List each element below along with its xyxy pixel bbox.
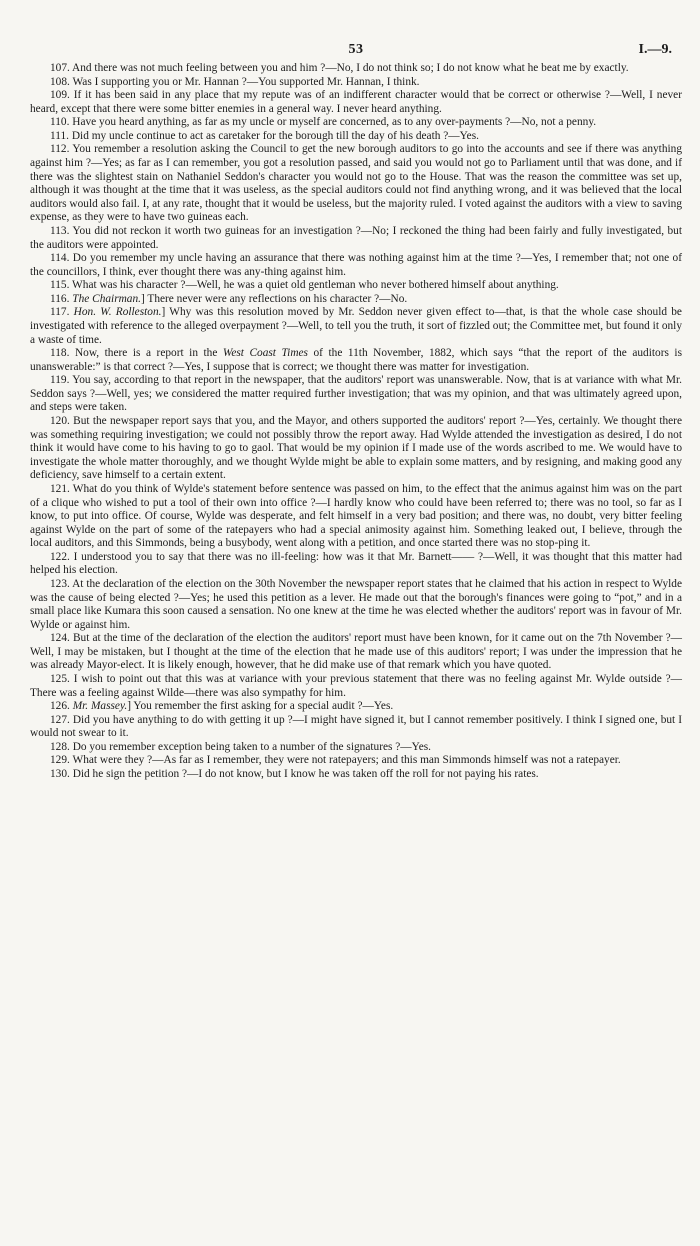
paragraph xyxy=(30,483,682,551)
paragraph xyxy=(30,374,682,415)
paragraph xyxy=(30,143,682,224)
paragraph-text: 123. At the declaration of the election on the 30th November the newspaper report states that he claimed that his action in respect to Wylde was the cause of being elected ?—Yes; he used this petition as a lever. He made out that the borough's finances were going to “pot,” and in a small place like Kumara this soon caused a sensation. No one knew at the time he was elected whether the auditors' report was in favour of Mr. Wylde or against him. xyxy=(30,577,682,631)
paragraph xyxy=(30,768,682,782)
paragraph-text: 125. I wish to point out that this was at variance with your previous statement that there was no feeling against Mr. Wylde outside ?—There was a feeling against Wilde—there was also sympathy for him. xyxy=(30,673,682,699)
paragraph xyxy=(30,578,682,632)
paragraph xyxy=(30,415,682,483)
speaker-label: West Coast Times xyxy=(222,347,308,360)
paragraph-text: 109. If it has been said in any place that my repute was of an indifferent character would that be correct or otherwise ?—Well, I never heard, except that there were some bitter enemies in a general way. I never heard anything. xyxy=(30,89,682,115)
document-reference: I.—9. xyxy=(638,42,672,57)
paragraph xyxy=(30,130,682,144)
paragraph xyxy=(30,293,682,307)
paragraph-text: 128. Do you remember exception being taken to a number of the signatures ?—Yes. xyxy=(50,740,431,753)
page-header xyxy=(30,0,682,62)
paragraph xyxy=(30,306,682,347)
paragraph-text: 116. xyxy=(50,292,73,305)
speaker-label: The Chairman. xyxy=(72,292,141,305)
paragraph xyxy=(30,741,682,755)
paragraph-text: of the 11th November, 1882, which says “that the report of the auditors is unanswerable:” is that correct ?—Yes, I suppose that is correct; we thought there was matter for investigation. xyxy=(30,347,682,373)
paragraph-text: 108. Was I supporting you or Mr. Hannan ?—You supported Mr. Hannan, I think. xyxy=(50,75,420,88)
paragraph-text: 111. Did my uncle continue to act as caretaker for the borough till the day of his death ?—Yes. xyxy=(50,129,479,142)
paragraph-text: 117. xyxy=(50,306,74,319)
paragraph xyxy=(30,279,682,293)
paragraph-text: 122. I understood you to say that there was no ill-feeling: how was it that Mr. Barnett—— ?—Well, it was thought that this matter had helped his election. xyxy=(30,550,682,577)
paragraph xyxy=(30,116,682,130)
paragraph-text: 127. Did you have anything to do with getting it up ?—I might have signed it, but I cannot remember positively. I think I signed one, but I would not swear to it. xyxy=(30,713,682,740)
paragraph xyxy=(30,714,682,741)
paragraph-text: 120. But the newspaper report says that you, and the Mayor, and others supported the auditors' report ?—Yes, certainly. We thought there was something requiring investigation; we could not possibly throw the report away. Had Wylde attended the investigation as desired, I do not think it would have come to his having to go to gaol. That would be my opinion if I made use of the words ascribed to me. We would have to investigate the whole matter thoroughly, and we thought Wylde might be able to explain some matters, and by resigning, and making good any deficiency, save himself to a certain extent. xyxy=(30,415,682,482)
paragraph-text: ] There never were any reflections on his character ?—No. xyxy=(140,292,408,305)
paragraph xyxy=(30,551,682,578)
paragraph-text: ] Why was this resolution moved by Mr. Seddon never given effect to—that, is that the whole case should be investigated with reference to the alleged overpayment ?—Well, to tell you the truth, it sort of fizzled out; the Committee met, but found it only a waste of time. xyxy=(30,306,682,346)
paragraph xyxy=(30,700,682,714)
paragraph-text: 126. xyxy=(50,700,73,713)
paragraph xyxy=(30,754,682,768)
paragraph-text: 130. Did he sign the petition ?—I do not know, but I know he was taken off the roll for not paying his rates. xyxy=(50,768,539,781)
paragraph-text: 112. You remember a resolution asking the Council to get the new borough auditors to go into the accounts and see if there was anything against him ?—Yes; as far as I can remember, you got a resolution passed, and said you would not go to Parliament until that was done, and if there was the slightest stain on Nathaniel Seddon's character you would not go to the House. That was the reason the committee was set up, although it was thought at the time that it was useless, as the special auditors could not find anything wrong, and it was believed that the local auditors would also fail. I, at any rate, thought that it would be useless, but the majority ruled. I voted against the auditors with a view to saving expense, as they were to have two guineas each. xyxy=(30,143,682,224)
paragraph xyxy=(30,89,682,116)
speaker-label: Hon. W. Rolleston. xyxy=(73,306,162,319)
paragraph-text: 113. You did not reckon it worth two guineas for an investigation ?—No; I reckoned the thing had been fairly and fully investigated, but the auditors were appointed. xyxy=(30,224,682,251)
paragraph-text: 114. Do you remember my uncle having an assurance that there was nothing against him at the time ?—Yes, I remember that; not one of the councillors, I think, ever thought there was any-thing against him. xyxy=(30,252,682,278)
paragraph-text: 110. Have you heard anything, as far as my uncle or myself are concerned, as to any over-payments ?—No, not a penny. xyxy=(50,116,597,129)
paragraph xyxy=(30,62,682,76)
paragraph-text: 107. And there was not much feeling between you and him ?—No, I do not think so; I do not know what he beat me by exactly. xyxy=(50,62,629,74)
paragraph xyxy=(30,632,682,673)
speaker-label: Mr. Massey. xyxy=(72,700,128,713)
paragraph xyxy=(30,76,682,90)
paragraph-text: 119. You say, according to that report in the newspaper, that the auditors' report was unanswerable. Now, that is at variance with what Mr. Seddon says ?—Well, yes; we considered the matter required further investigation; that was my opinion, and that was ultimately agreed upon, and steps were taken. xyxy=(30,374,682,414)
paragraph-text: 129. What were they ?—As far as I remember, they were not ratepayers; and this man Simmonds himself was not a ratepayer. xyxy=(50,754,621,767)
page-number: 53 xyxy=(348,42,364,57)
paragraph xyxy=(30,673,682,700)
paragraph-text: 118. Now, there is a report in the xyxy=(50,347,223,360)
paragraph-text: 121. What do you think of Wylde's statement before sentence was passed on him, to the effect that the animus against him was on the part of a clique who wished to put a tool of their own into office ?—I hardly know who could have been referred to; there was no tool, so far as I know, to put into office. Of course, Wylde was desperate, and felt himself in a very bad position; and there was, no doubt, very bitter feeling against Wylde on the part of some of the ratepayers who had a special animosity against him. Something leaked out, I believe, through the local auditors, and this Simmonds, being a busybody, went along with a petition, and once started there was no stop-ping it. xyxy=(30,482,682,550)
paragraph xyxy=(30,347,682,374)
paragraph-text: 115. What was his character ?—Well, he was a quiet old gentleman who never bothered himself about anything. xyxy=(50,279,559,292)
paragraph xyxy=(30,225,682,252)
paragraph-text: ] You remember the first asking for a special audit ?—Yes. xyxy=(127,700,394,713)
paragraph xyxy=(30,252,682,279)
page-body xyxy=(30,62,682,782)
paragraph-text: 124. But at the time of the declaration of the election the auditors' report must have been known, for it came out on the 7th November ?—Well, I may be mistaken, but I thought at the time of the election that he made use of this auditors' report; I was under the impression that he was already Mayor-elect. It is likely enough, however, that he did make use of that remark which you have quoted. xyxy=(30,632,682,672)
